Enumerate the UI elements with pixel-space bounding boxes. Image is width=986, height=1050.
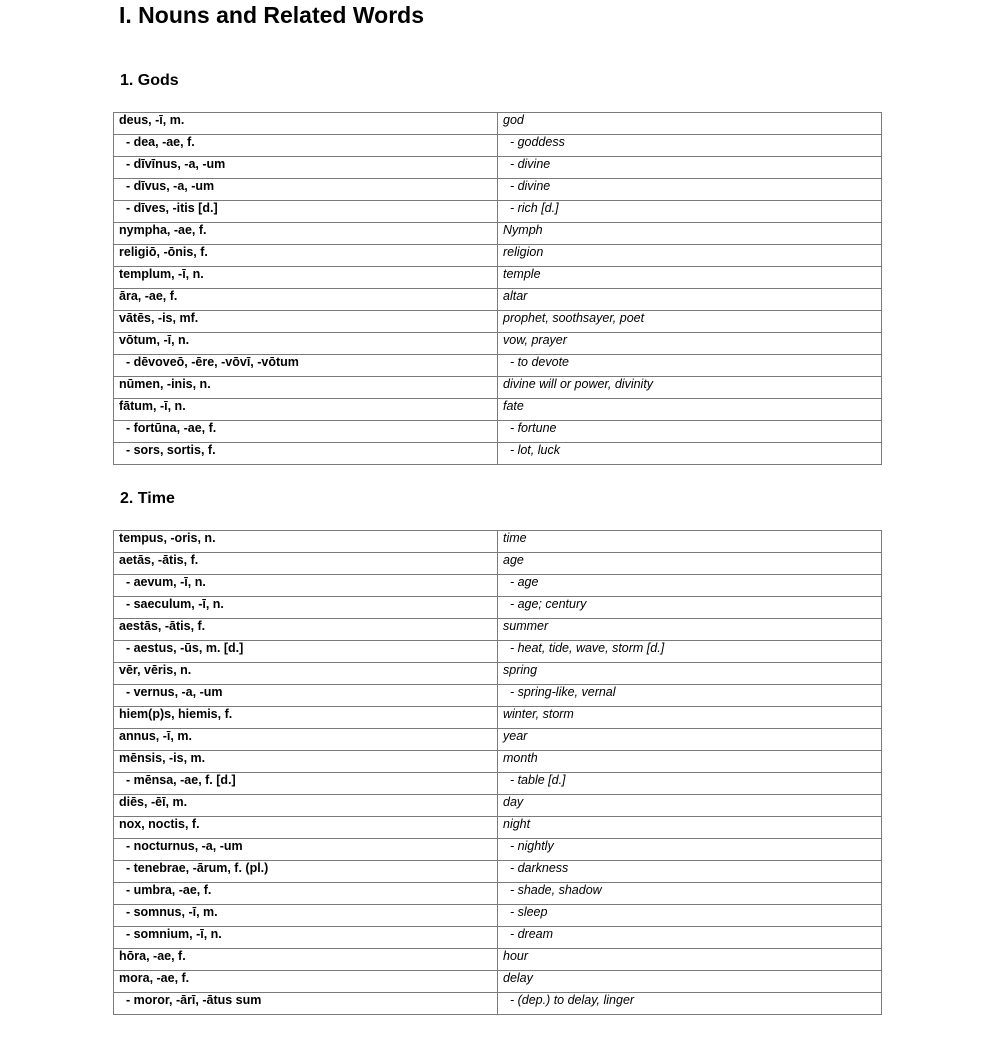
table-row [114,267,882,289]
latin-term-cell: - somnus, -ī, m. [114,905,498,927]
latin-term-cell: - dīvus, -a, -um [114,179,498,201]
table-row [114,663,882,685]
english-meaning-cell: spring [498,663,882,685]
table-row [114,993,882,1015]
table-row [114,795,882,817]
latin-term-cell: - mēnsa, -ae, f. [d.] [114,773,498,795]
table-row [114,685,882,707]
table-row [114,817,882,839]
english-meaning-cell: vow, prayer [498,333,882,355]
table-row [114,641,882,663]
table-row [114,707,882,729]
section-heading-time: 2. Time [120,490,175,507]
table-row [114,861,882,883]
table-row [114,179,882,201]
english-meaning-cell: - darkness [498,861,882,883]
english-meaning-cell: delay [498,971,882,993]
english-meaning-cell: - lot, luck [498,443,882,465]
latin-term-cell: deus, -ī, m. [114,113,498,135]
english-meaning-cell: fate [498,399,882,421]
english-meaning-cell: - to devote [498,355,882,377]
english-meaning-cell: - rich [d.] [498,201,882,223]
table-row [114,443,882,465]
english-meaning-cell: night [498,817,882,839]
english-meaning-cell: time [498,531,882,553]
latin-term-cell: templum, -ī, n. [114,267,498,289]
latin-term-cell: tempus, -oris, n. [114,531,498,553]
table-row [114,575,882,597]
latin-term-cell: nūmen, -inis, n. [114,377,498,399]
latin-term-cell: - tenebrae, -ārum, f. (pl.) [114,861,498,883]
table-row [114,311,882,333]
latin-term-cell: mēnsis, -is, m. [114,751,498,773]
table-row [114,333,882,355]
english-meaning-cell: summer [498,619,882,641]
table-row [114,773,882,795]
table-row [114,289,882,311]
latin-term-cell: vēr, vēris, n. [114,663,498,685]
latin-term-cell: - sors, sortis, f. [114,443,498,465]
latin-term-cell: nox, noctis, f. [114,817,498,839]
table-row [114,927,882,949]
latin-term-cell: nympha, -ae, f. [114,223,498,245]
table-row [114,355,882,377]
latin-term-cell: - nocturnus, -a, -um [114,839,498,861]
english-meaning-cell: - fortune [498,421,882,443]
table-row [114,949,882,971]
table-row [114,751,882,773]
table-row [114,619,882,641]
english-meaning-cell: temple [498,267,882,289]
table-row [114,421,882,443]
table-row [114,905,882,927]
english-meaning-cell: Nymph [498,223,882,245]
english-meaning-cell: hour [498,949,882,971]
latin-term-cell: aetās, -ātis, f. [114,553,498,575]
english-meaning-cell: - dream [498,927,882,949]
vocab-table-time [113,530,882,1015]
vocab-table-gods [113,112,882,465]
latin-term-cell: diēs, -ēī, m. [114,795,498,817]
latin-term-cell: - moror, -ārī, -ātus sum [114,993,498,1015]
english-meaning-cell: - nightly [498,839,882,861]
latin-term-cell: āra, -ae, f. [114,289,498,311]
latin-term-cell: hōra, -ae, f. [114,949,498,971]
english-meaning-cell: - (dep.) to delay, linger [498,993,882,1015]
latin-term-cell: - fortūna, -ae, f. [114,421,498,443]
latin-term-cell: hiem(p)s, hiemis, f. [114,707,498,729]
table-row [114,971,882,993]
table-row [114,597,882,619]
table-row [114,377,882,399]
table-row [114,135,882,157]
latin-term-cell: - somnium, -ī, n. [114,927,498,949]
table-row [114,245,882,267]
section-heading-gods: 1. Gods [120,72,179,89]
table-row [114,399,882,421]
english-meaning-cell: - table [d.] [498,773,882,795]
english-meaning-cell: month [498,751,882,773]
table-row [114,201,882,223]
page-title: I. Nouns and Related Words [119,2,424,28]
english-meaning-cell: - age [498,575,882,597]
english-meaning-cell: prophet, soothsayer, poet [498,311,882,333]
english-meaning-cell: - divine [498,157,882,179]
english-meaning-cell: - sleep [498,905,882,927]
latin-term-cell: - aestus, -ūs, m. [d.] [114,641,498,663]
english-meaning-cell: altar [498,289,882,311]
latin-term-cell: - umbra, -ae, f. [114,883,498,905]
latin-term-cell: mora, -ae, f. [114,971,498,993]
latin-term-cell: - dēvoveō, -ēre, -vōvī, -vōtum [114,355,498,377]
table-row [114,729,882,751]
latin-term-cell: - aevum, -ī, n. [114,575,498,597]
english-meaning-cell: - age; century [498,597,882,619]
english-meaning-cell: religion [498,245,882,267]
english-meaning-cell: divine will or power, divinity [498,377,882,399]
latin-term-cell: vōtum, -ī, n. [114,333,498,355]
english-meaning-cell: age [498,553,882,575]
table-row [114,113,882,135]
english-meaning-cell: year [498,729,882,751]
english-meaning-cell: - shade, shadow [498,883,882,905]
latin-term-cell: - dīves, -itis [d.] [114,201,498,223]
table-row [114,531,882,553]
latin-term-cell: vātēs, -is, mf. [114,311,498,333]
latin-term-cell: fātum, -ī, n. [114,399,498,421]
table-row [114,839,882,861]
latin-term-cell: - vernus, -a, -um [114,685,498,707]
latin-term-cell: - dea, -ae, f. [114,135,498,157]
table-row [114,883,882,905]
latin-term-cell: aestās, -ātis, f. [114,619,498,641]
english-meaning-cell: god [498,113,882,135]
latin-term-cell: - dīvīnus, -a, -um [114,157,498,179]
table-row [114,157,882,179]
latin-term-cell: religiō, -ōnis, f. [114,245,498,267]
english-meaning-cell: day [498,795,882,817]
english-meaning-cell: winter, storm [498,707,882,729]
table-row [114,553,882,575]
english-meaning-cell: - heat, tide, wave, storm [d.] [498,641,882,663]
english-meaning-cell: - goddess [498,135,882,157]
english-meaning-cell: - spring-like, vernal [498,685,882,707]
latin-term-cell: annus, -ī, m. [114,729,498,751]
latin-term-cell: - saeculum, -ī, n. [114,597,498,619]
table-row [114,223,882,245]
english-meaning-cell: - divine [498,179,882,201]
